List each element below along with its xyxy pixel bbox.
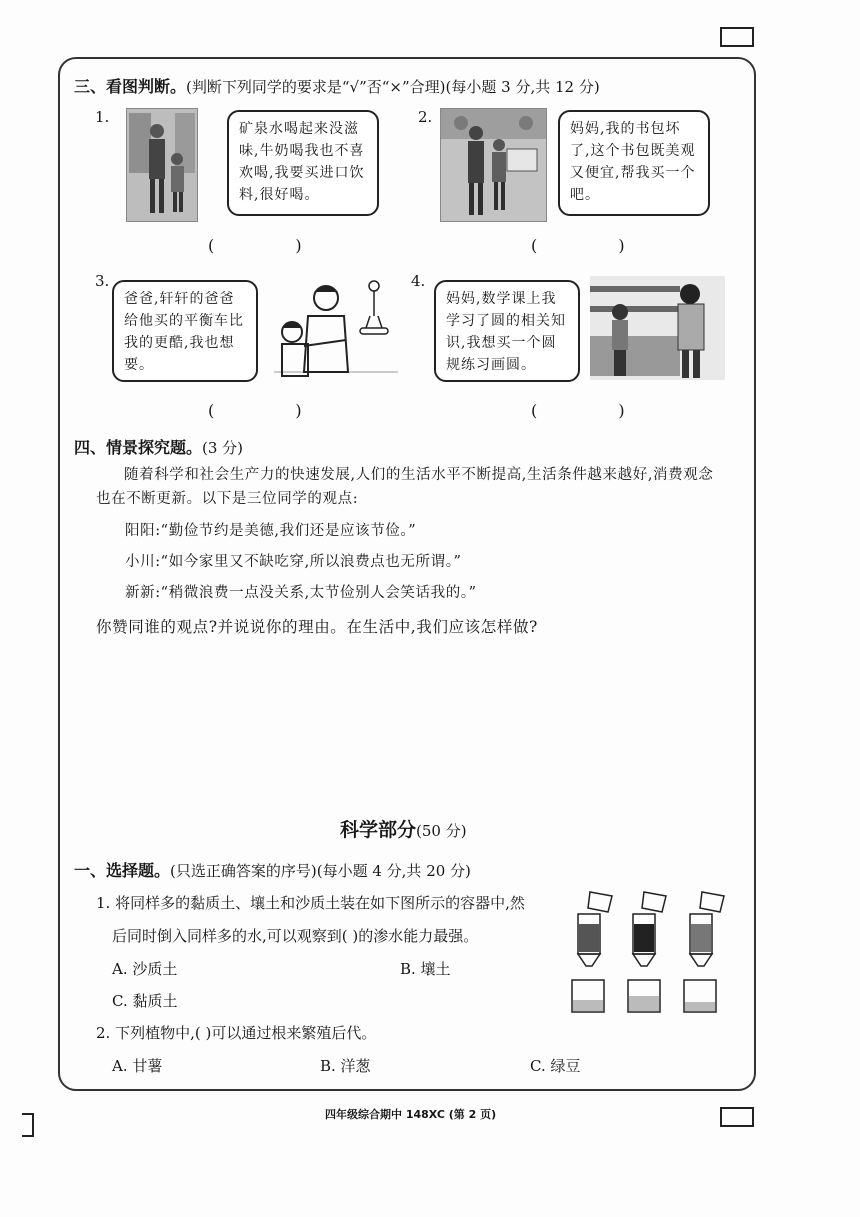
item2-answer-paren[interactable]: ( ) xyxy=(531,236,663,255)
item3-illustration xyxy=(274,276,398,384)
science-q1-line2: 后同时倒入同样多的水,可以观察到( )的渗水能力最强。 xyxy=(112,927,479,945)
view-yangyang: 阳阳:“勤俭节约是美德,我们还是应该节俭。” xyxy=(125,523,417,539)
item2-number: 2. xyxy=(418,108,433,126)
item1-photo xyxy=(126,108,198,222)
answer-area[interactable] xyxy=(96,650,716,800)
science-q2-option-c[interactable]: C. 绿豆 xyxy=(530,1057,581,1075)
item3-number: 3. xyxy=(95,272,110,290)
science-section1-title: 一、选择题。 xyxy=(74,861,171,880)
soil-experiment-illustration xyxy=(568,888,743,1018)
science-q2: 2. 下列植物中,( )可以通过根来繁殖后代。 xyxy=(96,1024,377,1042)
corner-mark-top-right xyxy=(720,27,754,47)
section4-heading xyxy=(74,435,243,458)
item3-speech-bubble: 爸爸,轩轩的爸爸给他买的平衡车比我的更酷,我也想要。 xyxy=(112,280,258,382)
item1-speech-bubble: 矿泉水喝起来没滋味,牛奶喝我也不喜欢喝,我要买进口饮料,很好喝。 xyxy=(227,110,379,216)
science-q1-option-b[interactable]: B. 壤土 xyxy=(400,960,451,978)
section3-heading xyxy=(74,74,600,97)
item2-photo xyxy=(440,108,547,222)
page-footer: 四年级综合期中 148XC (第 2 页) xyxy=(325,1108,497,1121)
item1-answer-paren[interactable]: ( ) xyxy=(208,236,340,255)
item2-speech-bubble: 妈妈,我的书包坏了,这个书包既美观又便宜,帮我买一个吧。 xyxy=(558,110,710,216)
science-title xyxy=(340,815,467,842)
science-title-text: 科学部分 xyxy=(340,819,417,841)
section4-intro: 随着科学和社会生产力的快速发展,人们的生活水平不断提高,生活条件越来越好,消费观念也在不断更新。以下是三位同学的观点: xyxy=(96,467,714,507)
balance-scooter-illustration xyxy=(274,276,398,384)
science-q2-option-b[interactable]: B. 洋葱 xyxy=(320,1057,371,1075)
shopping-schoolbag-illustration xyxy=(441,109,546,221)
section4-question: 你赞同谁的观点?并说说你的理由。在生活中,我们应该怎样做? xyxy=(96,618,538,636)
science-section1-heading xyxy=(74,858,471,881)
corner-mark-bottom-left xyxy=(22,1113,34,1137)
corner-mark-bottom-right xyxy=(720,1107,754,1127)
view-xiaochuan: 小川:“如今家里又不缺吃穿,所以浪费点也无所谓。” xyxy=(125,554,462,570)
item4-photo xyxy=(590,276,725,380)
view-xinxin: 新新:“稍微浪费一点没关系,太节俭别人会笑话我的。” xyxy=(125,585,477,601)
science-q1-option-a[interactable]: A. 沙质土 xyxy=(112,960,178,978)
section4-note: (3 分) xyxy=(202,439,244,457)
stationery-shop-illustration xyxy=(590,276,725,380)
science-q1-line1: 1. 将同样多的黏质土、壤土和沙质土装在如下图所示的容器中,然 xyxy=(96,894,525,912)
item4-answer-paren[interactable]: ( ) xyxy=(531,401,663,420)
shopping-drinks-illustration xyxy=(127,109,197,221)
item3-answer-paren[interactable]: ( ) xyxy=(208,401,340,420)
science-score: (50 分) xyxy=(416,822,467,840)
funnel-beaker-icon xyxy=(568,888,743,1018)
section3-title: 三、看图判断。 xyxy=(74,77,187,96)
item1-number: 1. xyxy=(95,108,110,126)
item4-speech-bubble: 妈妈,数学课上我学习了圆的相关知识,我想买一个圆规练习画圆。 xyxy=(434,280,580,382)
science-q2-option-a[interactable]: A. 甘薯 xyxy=(112,1057,163,1075)
section3-note: (判断下列同学的要求是“√”否“×”合理)(每小题 3 分,共 12 分) xyxy=(186,78,600,96)
science-q1-option-c[interactable]: C. 黏质土 xyxy=(112,992,178,1010)
science-section1-note: (只选正确答案的序号)(每小题 4 分,共 20 分) xyxy=(170,862,471,880)
section4-title: 四、情景探究题。 xyxy=(74,438,203,457)
item4-number: 4. xyxy=(411,272,426,290)
